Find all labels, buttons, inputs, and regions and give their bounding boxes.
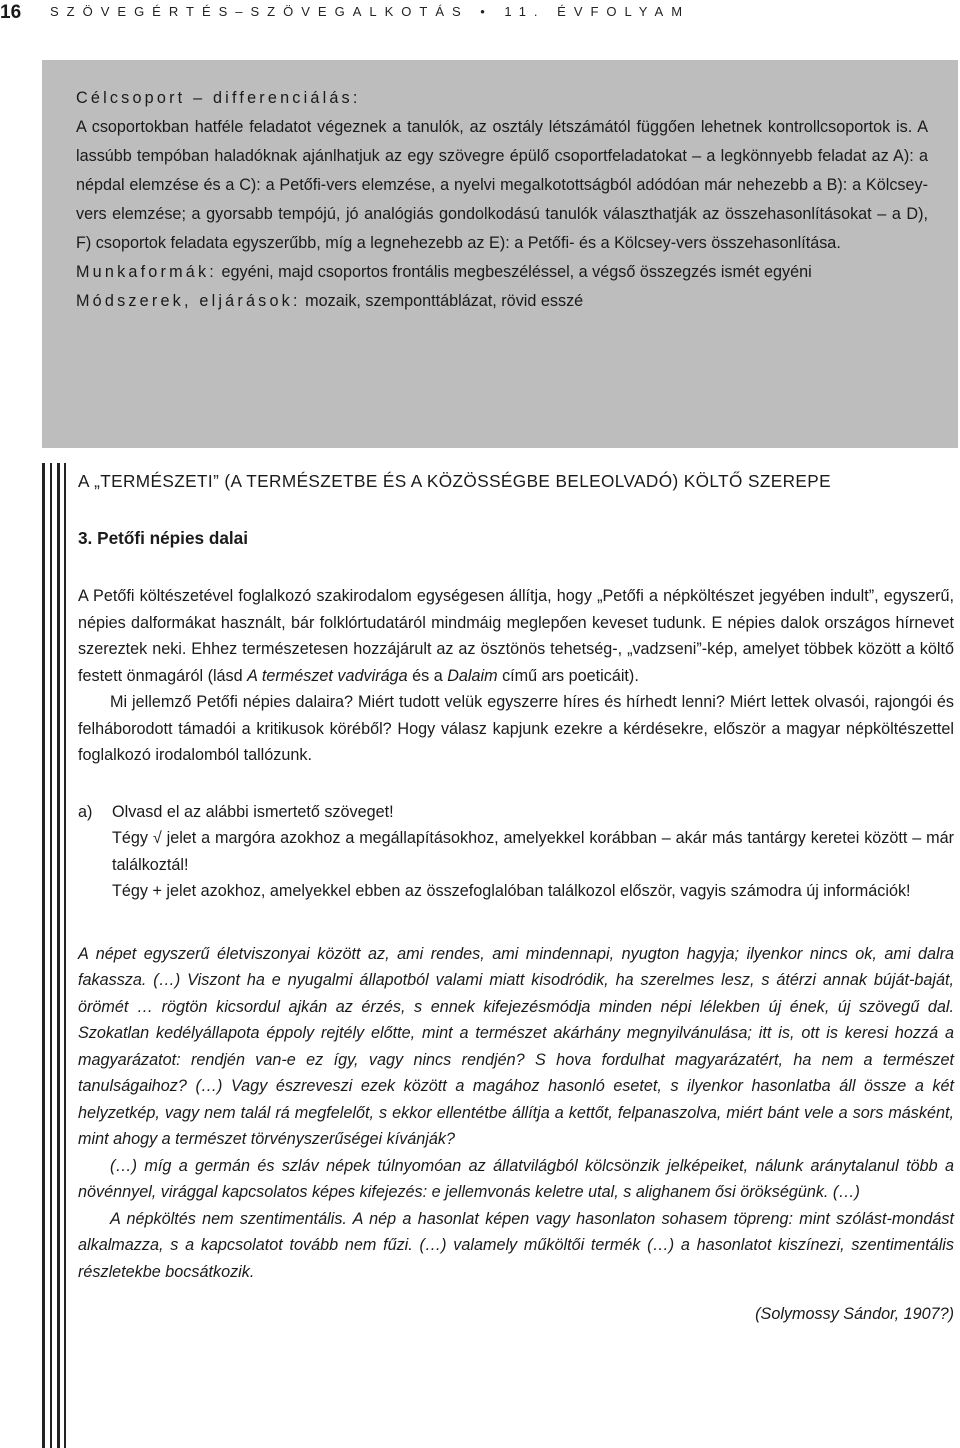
task-label: a) (78, 802, 93, 821)
margin-bars (42, 463, 66, 1448)
task-a (78, 799, 954, 905)
task-line-2: Tégy √ jelet a margóra azokhoz a megállapításokhoz, amelyekkel korábban – akár más tantárgy keretei között – már találkoztál! (112, 829, 954, 874)
page-number: 16 (0, 2, 22, 23)
subheading: 3. Petőfi népies dalai (78, 527, 249, 548)
task-line-3: Tégy + jelet azokhoz, amelyekkel ebben az összefoglalóban találkozol először, vagyis számodra új információk! (112, 882, 911, 900)
section-heading: A „TERMÉSZETI” (A TERMÉSZETBE ÉS A KÖZÖSSÉGBE BELEOLVADÓ) KÖLTŐ SZEREPE (78, 471, 831, 491)
work-forms-text: egyéni, majd csoportos frontális megbeszéléssel, a végső összegzés ismét egyéni (221, 263, 812, 281)
task-line-1: Olvasd el az alábbi ismertető szöveget! (112, 802, 394, 821)
main-content (78, 468, 954, 1344)
intro-paragraph-1: A Petőfi költészetével foglalkozó szakirodalom egységesen állítja, hogy „Petőfi a népköltészet jegyében indult”, egyszerű, népies dalformákat használt, bár folklórtudatáról mindmáig meglepően keveset tudunk. E népies dalok országos hírnevet szereztek neki. Ehhez természetesen hozzájárult az az ösztönös tehetség-, „vadzseni”-kép, amelyet többek között a költő festett önmagáról (lásd A természet vadvirága és a Dalaim című ars poeticáit). (78, 587, 954, 685)
intro (78, 583, 954, 769)
methods-text: mozaik, szemponttáblázat, rövid esszé (305, 292, 584, 310)
work-forms (76, 258, 928, 287)
target-group-label: Célcsoport – differenciálás: (76, 89, 361, 107)
intro-paragraph-2: Mi jellemző Petőfi népies dalaira? Miért tudott velük egyszerre híres és hírhedt lenni? Miért lettek olvasói, rajongói és felháborodott támadói a kritikusok köréből? Hogy válasz kapjunk ezekre a kérdésekre, először a magyar népköltészettel foglalkozó irodalomból tallózunk. (78, 693, 954, 764)
quote-paragraph-3: A népköltés nem szentimentális. A nép a hasonlat képen vagy hasonlaton sohasem töpreng: mint szólást-mondást alkalmazza, s a kapcsolatot tovább nem fűzi. (…) valamely műköltői termék (…) a hasonlatot kiszínezi, szentimentális részletekbe bocsátkozik. (78, 1209, 954, 1281)
running-head: SZÖVEGÉRTÉS–SZÖVEGALKOTÁS • 11. ÉVFOLYAM (50, 4, 691, 19)
work-forms-label: Munkaformák: (76, 263, 217, 281)
target-group-text: A csoportokban hatféle feladatot végeznek a tanulók, az osztály létszámától függően lehetnek kontrollcsoportok is. A lassúbb tempóban haladóknak ajánlhatjuk az egy szövegre épülő csoportfeladatokat – a legkönnyebb feladat az A): a népdal elemzése és a C): a Petőfi-vers elemzése, a nyelvi megalkotottságból adódóan már nehezebb a B): a Kölcsey-vers elemzése; a gyorsabb tempójú, jó analógiás gondolkodású tanulók választhatják az összehasonlításokat – a D), F) csoportok feladata egyszerűbb, míg a legnehezebb az E): a Petőfi- és a Kölcsey-vers összehasonlítása. (76, 118, 928, 252)
quoted-text (78, 941, 954, 1328)
quote-paragraph-1: A népet egyszerű életviszonyai között az, ami rendes, ami mindennapi, nyugton hagyja; ilyenkor nincs ok, ami dalra fakassza. (…) Viszont ha e nyugalmi állapotból valami miatt kisodródik, ha szerelmes lesz, s átérzi annak búját-baját, örömét … rögtön kicsordul ajkán az érzés, s ennek kifejezésmódja minden népi lélekben új ének, új szövegű dal. Szokatlan kedélyállapota éppoly rejtély előtte, mint a természet akárhány megnyilvánulása; itt is, ott is keresi hozzá a magyarázatot: rendjén van-e ez így, vagy nincs rendjén? S hova fordulhat magyarázatért, ha nem a természet tanulságaihoz? (…) Vagy észreveszi ezek között a magához hasonló esetet, s ilyenkor hasonlatba áll össze a két helyzetkép, vagy nem talál rá megfelelőt, s ekkor ellentétbe állítja a kettőt, felpanaszolva, miért bánt vele a sors másként, mint ahogy a természet törvényszerűségei kívánják? (78, 944, 954, 1148)
citation: (Solymossy Sándor, 1907?) (755, 1305, 954, 1324)
quote-paragraph-2: (…) míg a germán és szláv népek túlnyomóan az állatvilágból kölcsönzik jelképeiket, nálunk aránytalanul több a növénnyel, virággal kapcsolatos képes kifejezés: e jellemvonás keletre utal, s alighanem ősi örökségünk. (…) (78, 1156, 954, 1201)
methods-label: Módszerek, eljárások: (76, 292, 301, 310)
teacher-notes-box (42, 60, 958, 448)
page-header (0, 0, 960, 30)
methods (76, 287, 928, 316)
